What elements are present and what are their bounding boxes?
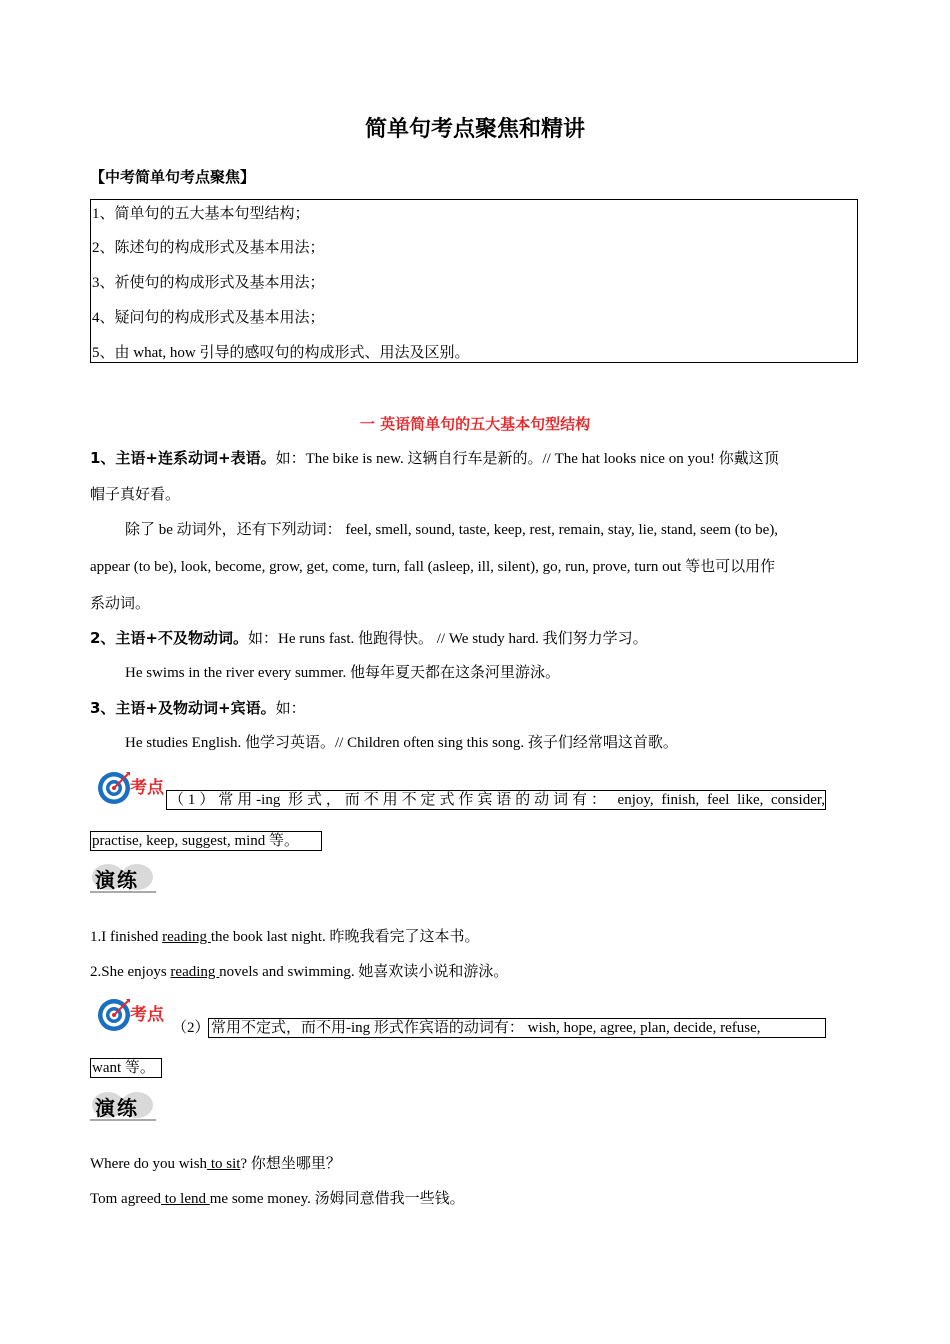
practice-text: the book last night. 昨晚我看完了这本书。 — [210, 929, 480, 945]
practice-text: 2.She enjoys — [90, 964, 171, 980]
pattern-2-text: 如：He runs fast. 他跑得快。 // We study hard. 我们努力学习。 — [248, 631, 648, 647]
pattern-2-line — [90, 628, 648, 649]
practice-text: ? 你想坐哪里？ — [240, 1156, 341, 1172]
practice-text: me some money. 汤姆同意借我一些钱。 — [209, 1191, 465, 1207]
yanlian-label: 演练 — [95, 868, 139, 892]
yanlian-badge — [90, 862, 156, 899]
page-title: 简单句考点聚焦和精讲 — [364, 117, 585, 142]
pattern-1-line — [90, 448, 779, 469]
pattern-1-text: 如：The bike is new. 这辆自行车是新的。// The hat looks nice on you! 你戴这顶 — [275, 451, 779, 467]
practice-answer: reading — [170, 964, 220, 980]
point-2-line2: want 等。 — [90, 1058, 162, 1078]
pattern-2-head: 2、主语+不及物动词。 — [90, 629, 249, 647]
kaodian-label: 考点 — [130, 777, 164, 798]
focus-item: 2、陈述句的构成形式及基本用法； — [92, 240, 325, 256]
practice-2-item — [90, 1189, 465, 1209]
point-2-line1: 常用不定式，而不用-ing 形式作宾语的动词有： wish, hope, agree, plan, decide, refuse, — [208, 1018, 826, 1038]
focus-box — [90, 199, 858, 363]
practice-1-item — [90, 962, 508, 982]
kaodian-badge — [96, 997, 164, 1033]
focus-item: 5、由 what, how 引导的感叹句的构成形式、用法及区别。 — [92, 345, 470, 361]
pattern-1-line2: 帽子真好看。 — [90, 487, 181, 503]
pattern-1-head: 1、主语+连系动词+表语。 — [90, 449, 276, 467]
practice-2-item — [90, 1154, 341, 1174]
focus-item: 4、疑问句的构成形式及基本用法； — [92, 310, 325, 326]
focus-item: 1、简单句的五大基本句型结构； — [92, 206, 310, 222]
practice-answer: to lend — [161, 1191, 210, 1207]
pattern-3-line — [90, 698, 306, 719]
target-icon — [96, 770, 132, 806]
practice-text: novels and swimming. 她喜欢读小说和游泳。 — [219, 964, 509, 980]
kaodian-label: 考点 — [130, 1004, 164, 1025]
pattern-1-line5: 系动词。 — [90, 596, 151, 612]
practice-answer: reading — [162, 929, 211, 945]
point-1-line1: （1）常用-ing 形式，而不用不定式作宾语的动词有： enjoy, finish, feel like, consider, — [166, 790, 826, 810]
practice-text: Where do you wish — [90, 1156, 208, 1172]
pattern-2-line2: He swims in the river every summer. 他每年夏天都在这条河里游泳。 — [125, 665, 560, 681]
yanlian-label: 演练 — [95, 1096, 139, 1120]
section-title: 一 英语简单句的五大基本句型结构 — [359, 415, 591, 433]
focus-item: 3、祈使句的构成形式及基本用法； — [92, 275, 325, 291]
pattern-3-line2: He studies English. 他学习英语。// Children often sing this song. 孩子们经常唱这首歌。 — [125, 735, 678, 751]
practice-text: 1.I finished — [90, 929, 163, 945]
practice-text: Tom agreed — [90, 1191, 162, 1207]
focus-heading: 【中考简单句考点聚焦】 — [90, 168, 256, 186]
yanlian-badge — [90, 1090, 156, 1127]
point-1-line2: practise, keep, suggest, mind 等。 — [90, 831, 322, 851]
pattern-1-line4: appear (to be), look, become, grow, get, come, turn, fall (asleep, ill, silent), go, run, prove, turn out 等也可以用作 — [90, 559, 776, 575]
practice-answer: to sit — [207, 1156, 241, 1172]
target-icon — [96, 997, 132, 1033]
pattern-3-text: 如： — [275, 701, 306, 717]
pattern-3-head: 3、主语+及物动词+宾语。 — [90, 699, 276, 717]
practice-1-item — [90, 927, 480, 947]
kaodian-badge — [96, 770, 164, 806]
point-2-prefix: （2） — [172, 1020, 210, 1036]
pattern-1-line3: 除了 be 动词外，还有下列动词： feel, smell, sound, taste, keep, rest, remain, stay, lie, stand, seem (to be), — [125, 522, 779, 538]
